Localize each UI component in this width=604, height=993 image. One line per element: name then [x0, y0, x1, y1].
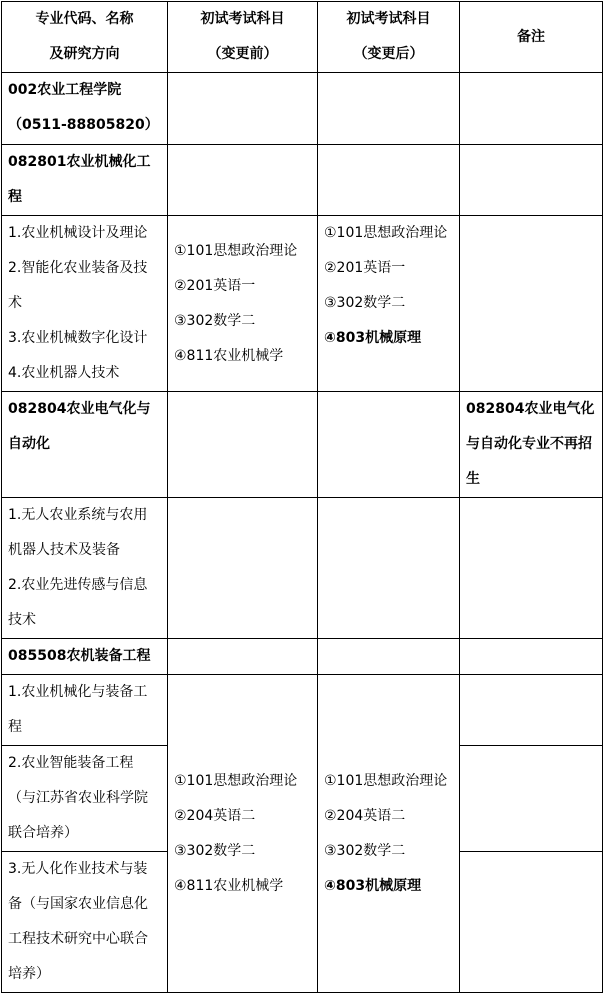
empty-cell [318, 498, 460, 639]
subject-item: ②201英语一 [324, 260, 406, 276]
empty-cell [460, 73, 603, 145]
header-major-line2: 及研究方向 [49, 46, 120, 62]
empty-cell [318, 639, 460, 675]
major1-directions [2, 216, 168, 392]
direction-item: 4.农业机器人技术 [8, 365, 120, 381]
header-major-line1: 专业代码、名称 [35, 11, 134, 27]
major1-directions-row [2, 216, 603, 392]
header-after-line1: 初试考试科目 [346, 11, 431, 27]
subject-item-changed: ④803机械原理 [324, 877, 422, 894]
subject-item-changed: ④803机械原理 [324, 330, 422, 346]
college-name: 002农业工程学院 [8, 82, 122, 98]
empty-cell [168, 639, 318, 675]
header-after [318, 2, 460, 73]
direction-item: 1.无人农业系统与农用机器人技术及装备 [8, 507, 148, 558]
major3-after-subjects [318, 675, 460, 993]
header-before-line2: （变更前） [207, 46, 278, 62]
header-row [2, 2, 603, 73]
major3-direction-3: 3.无人化作业技术与装备（与国家农业信息化工程技术研究中心联合培养） [2, 852, 168, 993]
subject-item: ③302数学二 [174, 312, 256, 329]
empty-cell [318, 392, 460, 498]
header-note: 备注 [460, 2, 603, 73]
direction-item: 3.农业机械数字化设计 [8, 330, 148, 346]
subject-item: ①101思想政治理论 [174, 242, 298, 259]
subject-item: ①101思想政治理论 [324, 772, 448, 789]
subject-item: ③302数学二 [174, 842, 256, 859]
subject-item: ②204英语二 [174, 807, 256, 824]
header-after-line2: （变更后） [353, 46, 424, 62]
empty-cell [460, 852, 603, 993]
subject-item: ③302数学二 [324, 842, 406, 859]
major3-title: 085508农机装备工程 [2, 639, 168, 675]
major2-title: 082804农业电气化与自动化 [2, 392, 168, 498]
empty-cell [168, 145, 318, 216]
major2-directions-row [2, 498, 603, 639]
empty-cell [168, 498, 318, 639]
major1-after-subjects [318, 216, 460, 392]
subject-item: ④811农业机械学 [174, 347, 284, 364]
major2-title-row [2, 392, 603, 498]
exam-subject-change-table [1, 1, 603, 993]
major2-directions [2, 498, 168, 639]
major2-note: 082804农业电气化与自动化专业不再招生 [460, 392, 603, 498]
college-row [2, 73, 603, 145]
header-before-line1: 初试考试科目 [200, 11, 285, 27]
major3-direction-2: 2.农业智能装备工程（与江苏省农业科学院联合培养） [2, 746, 168, 852]
college-phone: （0511-88805820） [8, 117, 159, 133]
major3-before-subjects [168, 675, 318, 993]
major3-direction-1: 1.农业机械化与装备工程 [2, 675, 168, 746]
empty-cell [460, 746, 603, 852]
direction-item: 2.农业先进传感与信息技术 [8, 577, 148, 628]
subject-item: ②201英语一 [174, 277, 256, 294]
empty-cell [168, 73, 318, 145]
empty-cell [460, 216, 603, 392]
empty-cell [318, 73, 460, 145]
major1-title: 082801农业机械化工程 [2, 145, 168, 216]
subject-item: ②204英语二 [324, 807, 406, 824]
major-title-row [2, 145, 603, 216]
major1-before-subjects [168, 216, 318, 392]
empty-cell [460, 639, 603, 675]
subject-item: ①101思想政治理论 [324, 225, 448, 241]
subject-item: ①101思想政治理论 [174, 772, 298, 789]
college-cell [2, 73, 168, 145]
major3-title-row [2, 639, 603, 675]
empty-cell [460, 675, 603, 746]
empty-cell [460, 498, 603, 639]
direction-item: 2.智能化农业装备及技术 [8, 260, 148, 311]
header-before [168, 2, 318, 73]
direction-item: 1.农业机械设计及理论 [8, 225, 148, 241]
major3-direction-row [2, 675, 603, 746]
empty-cell [318, 145, 460, 216]
subject-item: ④811农业机械学 [174, 877, 284, 894]
header-major [2, 2, 168, 73]
empty-cell [460, 145, 603, 216]
empty-cell [168, 392, 318, 498]
subject-item: ③302数学二 [324, 295, 406, 311]
